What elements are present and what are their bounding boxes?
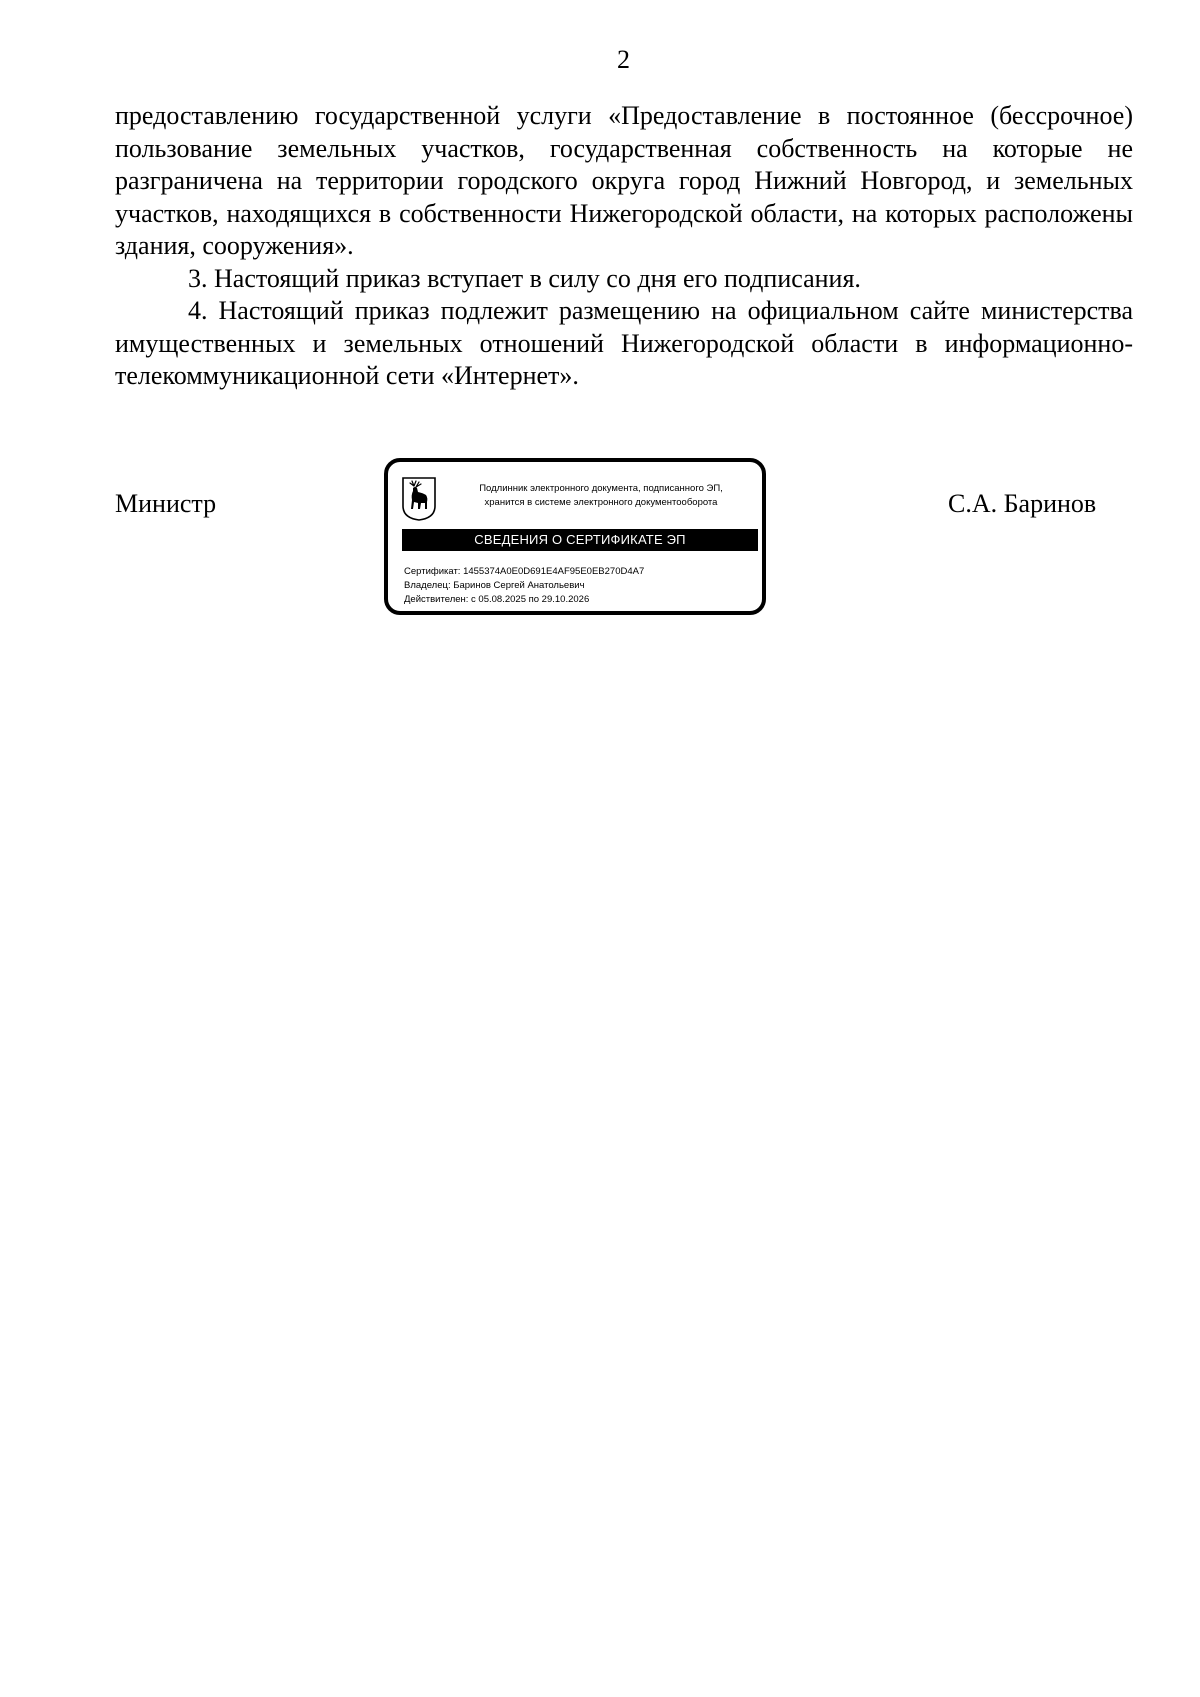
signer-name: С.А. Баринов [948, 489, 1097, 518]
stamp-certificate-number: Сертификат: 1455374A0E0D691E4AF95E0EB270D4A7 [404, 566, 645, 577]
stamp-certificate-validity: Действителен: с 05.08.2025 по 29.10.2026 [404, 594, 590, 605]
stamp-certificate-details [404, 565, 754, 607]
stamp-header-line-2: хранится в системе электронного документооборота [484, 497, 718, 508]
paragraph-item-3: 3. Настоящий приказ вступает в силу со дня его подписания. [188, 263, 861, 293]
stamp-header-line-1: Подлинник электронного документа, подписанного ЭП, [479, 483, 723, 494]
nizhny-novgorod-deer-emblem-icon [401, 476, 437, 522]
paragraph-item-4: 4. Настоящий приказ подлежит размещению на официальном сайте министерства имущественных и земельных отношений Нижегородской области в информационно-телекоммуникационной сети «Интернет». [115, 296, 1133, 390]
page-number: 2 [617, 45, 630, 74]
paragraph-continuation: предоставлению государственной услуги «Предоставление в постоянное (бессрочное) пользование земельных участков, государственная собственность на которые не разграничена на территории городского округа город Нижний Новгород, и земельных участков, находящихся в собственности Нижегородской области, на которых расположены здания, сооружения». [115, 101, 1133, 260]
stamp-title-bar: СВЕДЕНИЯ О СЕРТИФИКАТЕ ЭП [402, 529, 758, 551]
stamp-certificate-owner: Владелец: Баринов Сергей Анатольевич [404, 580, 585, 591]
electronic-signature-stamp [384, 458, 766, 615]
document-body [115, 100, 1133, 393]
signer-title: Министр [115, 489, 217, 518]
stamp-header [446, 482, 756, 510]
